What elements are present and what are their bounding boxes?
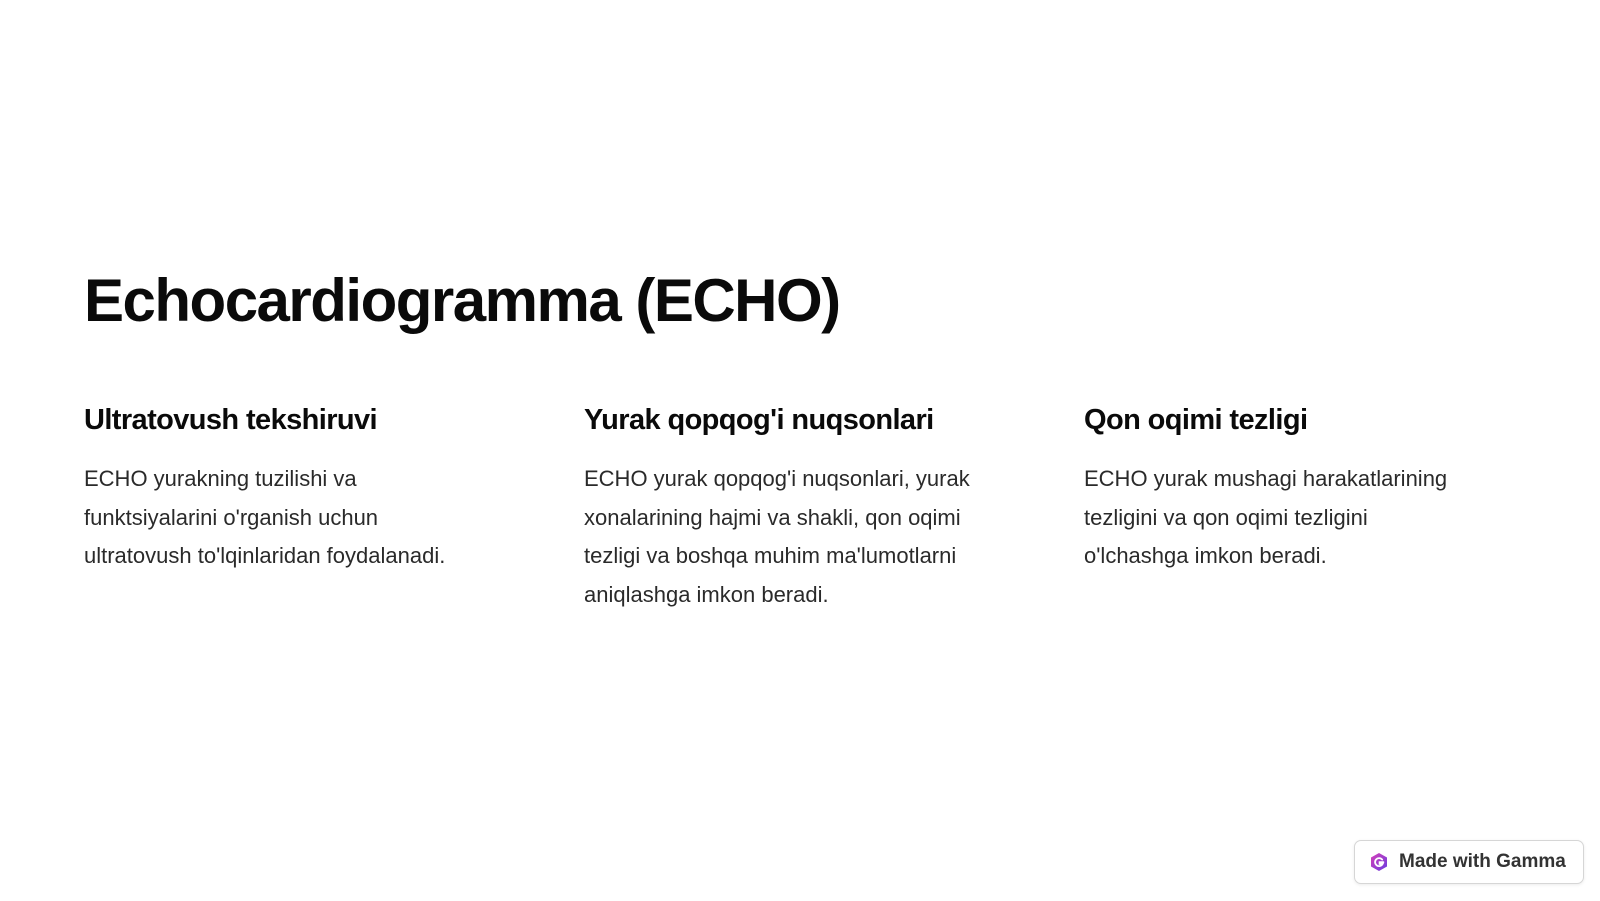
body-line: tezligini va qon oqimi tezligini bbox=[1084, 504, 1368, 530]
body-line: aniqlashga imkon beradi. bbox=[584, 581, 829, 607]
column-body bbox=[84, 460, 524, 576]
column-valve-defects bbox=[584, 400, 1024, 614]
body-line: tezligi va boshqa muhim ma'lumotlarni bbox=[584, 543, 957, 568]
body-line: ultratovush to'lqinlaridan foydalanadi. bbox=[84, 543, 446, 568]
column-blood-flow bbox=[1084, 400, 1524, 576]
body-line: ECHO yurak qopqog'i nuqsonlari, yurak bbox=[584, 466, 970, 491]
body-line: funktsiyalarini o'rganish uchun bbox=[84, 504, 379, 530]
made-with-gamma-badge[interactable] bbox=[1354, 840, 1584, 884]
column-body bbox=[584, 460, 1024, 614]
body-line: o'lchashga imkon beradi. bbox=[1084, 543, 1327, 568]
column-heading: Qon oqimi tezligi bbox=[1084, 404, 1308, 436]
body-line: ECHO yurak mushagi harakatlarining bbox=[1084, 466, 1448, 491]
badge-label: Made with Gamma bbox=[1399, 851, 1566, 872]
column-heading: Yurak qopqog'i nuqsonlari bbox=[584, 404, 934, 436]
page-title: Echocardiogramma (ECHO) bbox=[84, 267, 840, 334]
body-line: xonalarining hajmi va shakli, qon oqimi bbox=[584, 504, 961, 530]
column-heading: Ultratovush tekshiruvi bbox=[84, 404, 377, 436]
column-ultrasound bbox=[84, 400, 524, 576]
column-body bbox=[1084, 460, 1524, 576]
gamma-logo-icon bbox=[1369, 852, 1389, 872]
body-line: ECHO yurakning tuzilishi va bbox=[84, 466, 357, 491]
